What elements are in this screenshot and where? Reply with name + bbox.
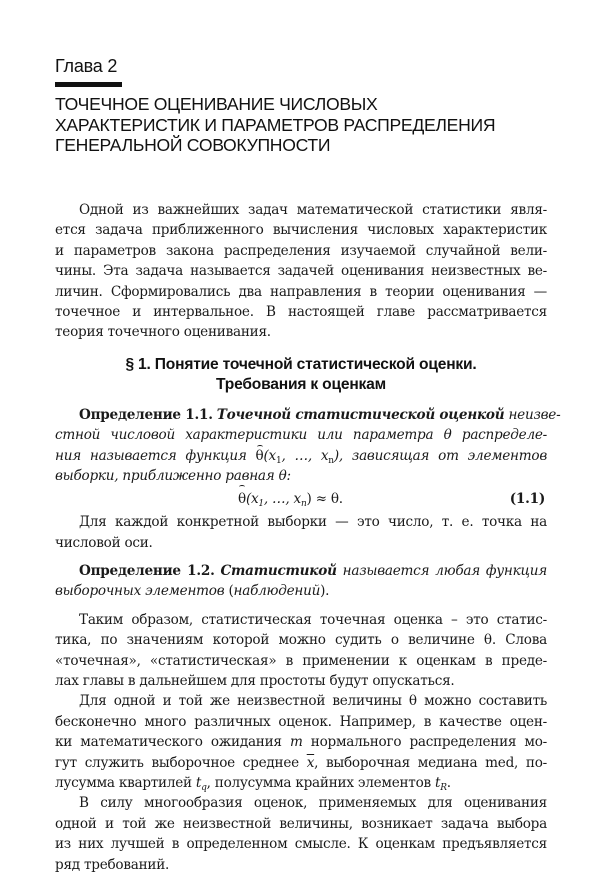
definition-text: стной числовой характеристики или параметра θ распределе- (55, 427, 547, 444)
text-line (55, 405, 561, 425)
text-line (55, 425, 547, 445)
text-line: Для одной и той же неизвестной величины θ можно составить (79, 693, 547, 710)
subscript: n (300, 499, 307, 510)
text-line: бесконечно много различных оценок. Например, в качестве оцен- (55, 713, 547, 730)
math-symbol: m (289, 734, 303, 751)
text-span: , выборочная медиана med, по- (314, 754, 547, 771)
text-line: тика, по значениям которой можно судить о величине θ. Слова (55, 632, 547, 649)
formula-1-1 (55, 486, 547, 512)
text-line: «точечная», «статистическая» в применении к оценкам в преде- (55, 652, 547, 669)
definition-text: ( (224, 583, 234, 600)
formula-number: (1.1) (509, 491, 545, 508)
text-span: лусумма квартилей (55, 774, 196, 791)
text-line (55, 561, 547, 581)
text-line: ется задача приближенного вычисления числовых характеристик (55, 222, 547, 239)
chapter-rule (55, 82, 122, 87)
text-line: личин. Сформировались два направления в теории оценивания — (55, 283, 547, 300)
chapter-label: Глава 2 (55, 56, 118, 76)
math-symbol: t (434, 774, 441, 791)
text-line (55, 466, 547, 486)
text-line: ряд требований. (55, 856, 170, 873)
definition-term: Статистикой (220, 563, 337, 580)
section-heading-line: § 1. Понятие точечной статистической оценки. (125, 355, 477, 373)
text-line: Для каждой конкретной выборки — это число, т. е. точка на (79, 514, 547, 531)
text-span: гут служить выборочное среднее (55, 754, 307, 771)
chapter-title-line: ТОЧЕЧНОЕ ОЦЕНИВАНИЕ ЧИСЛОВЫХ (55, 94, 378, 114)
chapter-title (55, 94, 575, 156)
paragraph-many-estimates (55, 691, 547, 793)
definition-text: называется любая функция (336, 563, 547, 580)
definition-term: Точечной статистической оценкой (216, 406, 505, 423)
math-symbol: $\overline{x}$ (306, 754, 315, 771)
math-args: , …, x (263, 491, 301, 508)
subscript: R (440, 782, 447, 793)
text-line (55, 732, 547, 752)
definition-1-1 (55, 405, 561, 487)
body-text (55, 200, 561, 875)
text-span: , полусумма крайних элементов (206, 774, 435, 791)
chapter-title-line: ХАРАКТЕРИСТИК И ПАРАМЕТРОВ РАСПРЕДЕЛЕНИЯ (55, 114, 496, 135)
theta-hat: θ (238, 486, 246, 512)
chapter-title-line: ГЕНЕРАЛЬНОЙ СОВОКУПНОСТИ (55, 135, 331, 155)
text-line (55, 773, 547, 793)
text-span: нормального распределения мо- (302, 734, 548, 751)
subscript: 1 (258, 499, 264, 510)
text-line: числовой оси. (55, 534, 153, 551)
paragraph-thus (55, 610, 547, 692)
text-line (55, 581, 547, 601)
text-line: одной и той же неизвестной величины, возникает задача выбора (55, 815, 547, 832)
text-line: из них лучшей в определенном смысле. К оценкам предъявляется (55, 836, 547, 853)
math-args: , …, x (281, 447, 329, 464)
definition-text: ), зависящая от элементов (333, 447, 547, 464)
text-span: ки математического ожидания (55, 734, 290, 751)
definition-text: ния называется функция (55, 447, 256, 464)
subscript: q (201, 782, 207, 793)
text-line: и параметров закона распределения изучаемой случайной вели- (55, 242, 547, 259)
intro-paragraph (55, 200, 547, 343)
definition-text: ). (320, 583, 330, 600)
text-line: лах главы в дальнейшем для простоты будут опускаться. (55, 673, 455, 690)
after-formula-paragraph (55, 512, 547, 553)
section-heading (55, 355, 547, 395)
text-line: чины. Эта задача называется задачей оценивания неизвестных ве- (55, 263, 547, 280)
definition-text: выборочных элементов (55, 583, 225, 600)
math-args: ) ≈ θ. (306, 491, 343, 508)
text-line (55, 753, 547, 773)
definition-text: выборки, приближенно равная θ: (55, 467, 291, 484)
math-symbol: t (195, 774, 202, 791)
math-args: (x (245, 491, 259, 508)
definition-text: неизве- (504, 406, 561, 423)
text-line: В силу многообразия оценок, применяемых для оценивания (79, 795, 547, 812)
formula-expression (238, 486, 343, 512)
text-line: Таким образом, статистическая точечная оценка – это статис- (79, 611, 547, 628)
definition-1-2 (55, 561, 547, 602)
subscript: n (328, 455, 334, 466)
text-line (55, 446, 547, 466)
definition-text: наблюдений (233, 583, 321, 600)
paragraph-variety (55, 793, 547, 875)
section-heading-line: Требования к оценкам (216, 375, 386, 393)
text-line: точечное и интервальное. В настоящей главе рассматривается (55, 303, 547, 320)
subscript: 1 (275, 455, 282, 466)
math-args: (x (263, 447, 276, 464)
theta-hat: θ (256, 446, 264, 466)
text-span: . (446, 774, 451, 791)
text-line: теория точечного оценивания. (55, 324, 271, 341)
definition-label: Определение 1.2. (79, 563, 215, 580)
definition-label: Определение 1.1. (79, 406, 213, 423)
text-line: Одной из важнейших задач математической статистики явля- (79, 202, 547, 218)
